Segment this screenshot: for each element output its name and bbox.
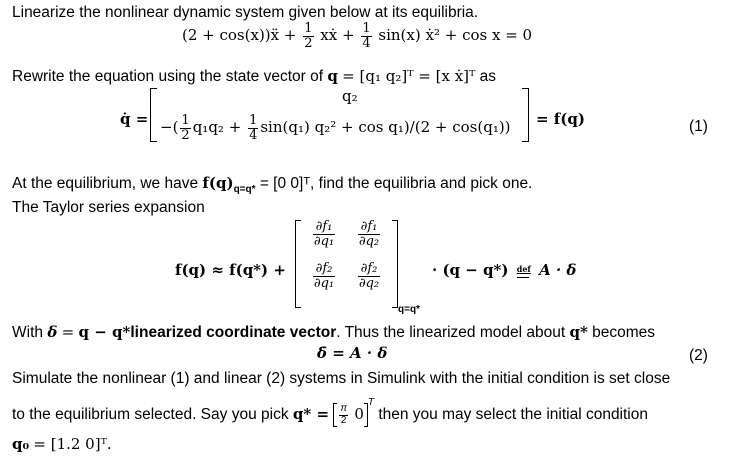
- right-bracket: [522, 88, 529, 142]
- jacobian-left-bracket: [295, 220, 301, 308]
- select-line: to the equilibrium selected. Say you pick q* = $\frac{\pi}{2}$ $0^T$ then you may select the initial condition: [12, 396, 648, 426]
- equilibrium-line: At the equilibrium, we have $f(q)_{q=q*} = [0$ 0]ᵀ, find the equilibria and pick one.: [12, 174, 533, 196]
- nonlinear-ode: [182, 22, 532, 50]
- linear-model: δ̇ = A · δ: [317, 344, 388, 362]
- f-of-q: = f(q): [536, 110, 585, 128]
- with-line: With δ = q − q*linearized coordinate vector. Thus the linearized model about q* becomes: [12, 323, 656, 341]
- simulate-text: Simulate the nonlinear (1) and linear (2) systems in Simulink with the initial condition is set close: [12, 370, 671, 387]
- intro-text: Linearize the nonlinear dynamic system given below at its equilibria.: [12, 4, 479, 21]
- state-bottom: −( $\frac{1}{2}$ q₁q₂ + $\frac{1}{4}$ sin(q₁) q₂² + cos q₁)/(2 + cos(q₁)): [160, 113, 511, 143]
- state-def: = [q₁ q₂]ᵀ = [x ẋ]ᵀ: [342, 67, 476, 85]
- rewrite-text: Rewrite the equation using the state vector of: [12, 68, 324, 85]
- ode-part2: xẋ +: [320, 26, 355, 45]
- taylor-lhs: f(q) ≈ f(q*) +: [175, 261, 286, 279]
- jacobian-right-bracket: [392, 220, 398, 308]
- jacobian-22: $\frac{\text{∂f₂}}{\text{∂q₂}}$: [358, 261, 380, 291]
- jacobian-12: $\frac{\text{∂f₁}}{\text{∂q₂}}$: [358, 219, 380, 249]
- ode-frac-quarter: $\frac{1}{4}$: [362, 21, 371, 51]
- jacobian-11: $\frac{\text{∂f₁}}{\text{∂q₁}}$: [313, 219, 335, 249]
- state-q: q: [327, 67, 338, 85]
- initial-condition: q₀ = [1.2 0]ᵀ.: [12, 435, 112, 453]
- state-top: q₂: [342, 87, 358, 105]
- jacobian-eval-sub: q=q*: [398, 304, 420, 315]
- ode-part3: sin(x) ẋ² + cos x = 0: [378, 26, 533, 45]
- eq-number-1: (1): [689, 118, 708, 135]
- rewrite-as: as: [479, 68, 496, 85]
- left-bracket: [150, 88, 157, 142]
- ode-part1: (2 + cos(x))ẍ +: [182, 26, 297, 45]
- taylor-text: The Taylor series expansion: [12, 199, 205, 216]
- ode-frac-half: $\frac{1}{2}$: [304, 21, 313, 51]
- taylor-rhs: · (q − q*) def A · δ: [432, 261, 577, 279]
- qdot-lhs: q̇ =: [120, 110, 149, 128]
- rewrite-line: [12, 68, 496, 86]
- eq-number-2: (2): [689, 347, 708, 364]
- jacobian-21: $\frac{\text{∂f₂}}{\text{∂q₁}}$: [313, 261, 335, 291]
